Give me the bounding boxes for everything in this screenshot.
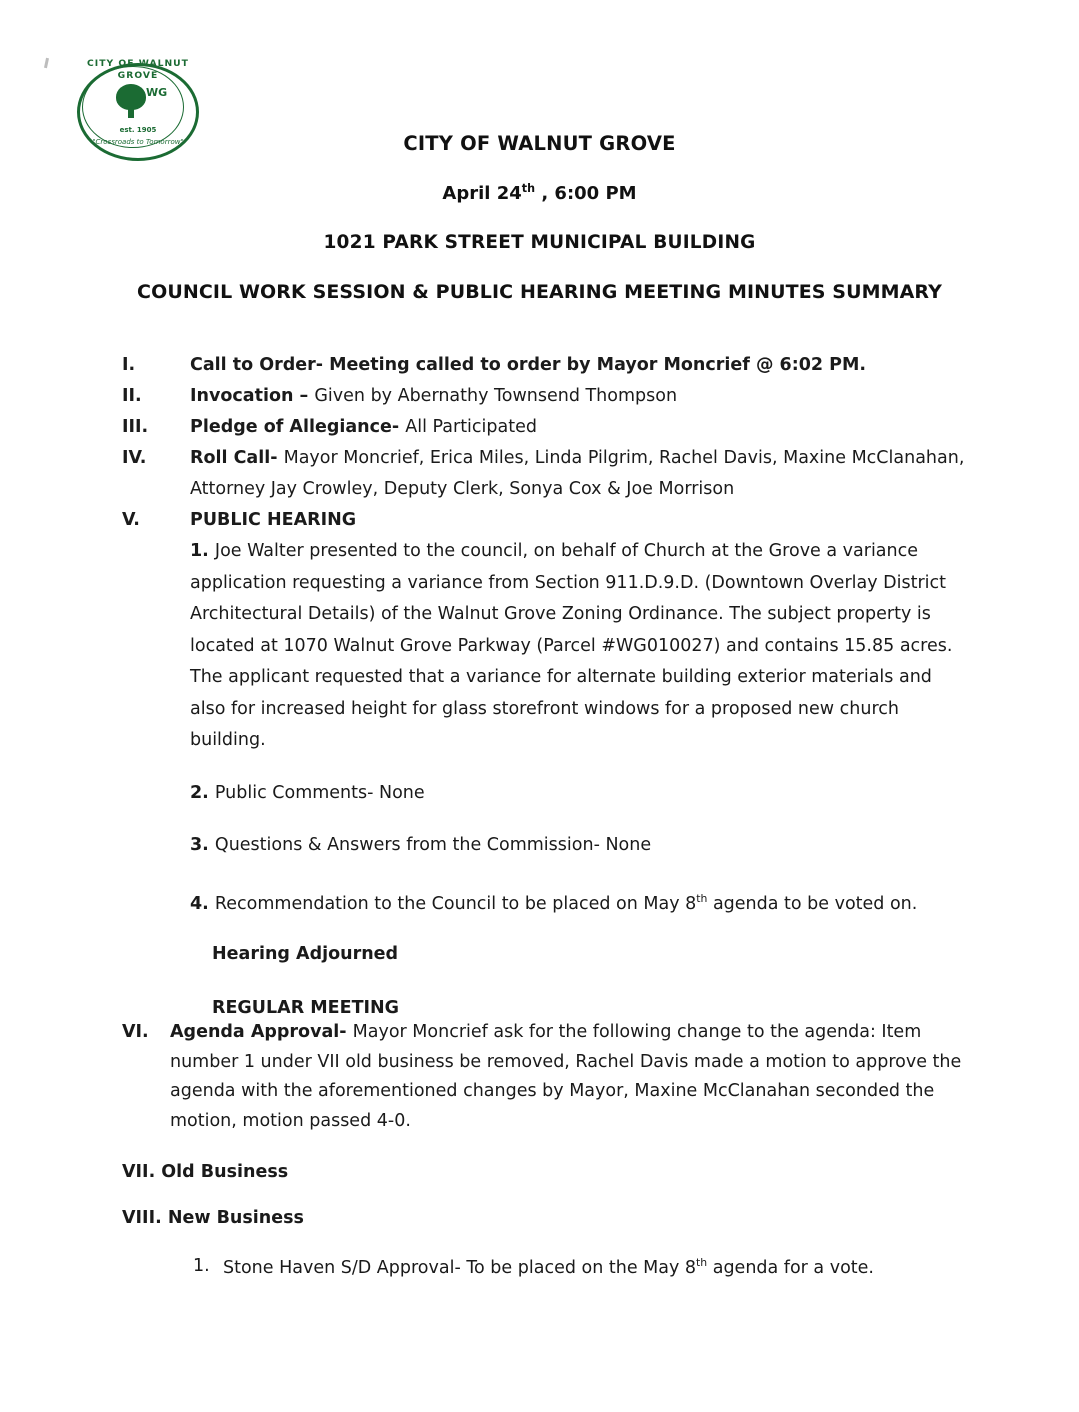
agenda-text (190, 443, 1079, 505)
header-date-suffix: , 6:00 PM (535, 183, 637, 204)
agenda-numeral: V. (122, 510, 140, 530)
regular-meeting-label: REGULAR MEETING (212, 997, 400, 1018)
hearing-item-1-number: 1. (190, 541, 215, 561)
header-date-sup: th (521, 182, 536, 195)
header-date (0, 182, 1079, 204)
agenda-item-vi (0, 1018, 1079, 1136)
hearing-item-3-text: Questions & Answers from the Commission- None (214, 835, 652, 855)
agenda-item-v (0, 505, 1079, 536)
agenda-text (170, 1018, 983, 1136)
hearing-item-2-number: 2. (190, 782, 215, 803)
agenda-text (190, 350, 1079, 381)
tree-icon (116, 84, 146, 118)
agenda-text-bold: Roll Call- (190, 448, 284, 468)
hearing-item-1-text: Joe Walter presented to the council, on behalf of Church at the Grove a variance application requesting a variance from Section 911.D.9.D. (Downtown Overlay District Architectural Details) of the Walnut Grove Zoning Ordinance. The subject property is located at 1070 Walnut Grove Parkway (Parcel #WG010027) and contains 15.85 acres. The applicant requested that a variance for alternate building exterior materials and also for increased height for glass storefront windows for a proposed new church building. (190, 541, 953, 750)
agenda-text-bold: Invocation – (190, 386, 315, 406)
header-address: 1021 PARK STREET MUNICIPAL BUILDING (323, 232, 756, 253)
hearing-item-4-number: 4. (190, 893, 215, 914)
agenda-item-vii: VII. Old Business (122, 1162, 289, 1182)
agenda-numeral: II. (122, 386, 142, 406)
new-business-item-1 (0, 1256, 1079, 1278)
new-business-item-1-text-b: agenda for a vote. (707, 1257, 874, 1278)
seal-established: est. 1905 (119, 126, 157, 134)
hearing-item-2-text: Public Comments- None (214, 782, 425, 803)
agenda-numeral: III. (122, 417, 149, 437)
agenda-item-ii (0, 381, 1079, 412)
new-business-item-1-text (223, 1256, 874, 1278)
seal-initials: WG (146, 86, 168, 99)
header-date-prefix: April 24 (442, 183, 522, 204)
agenda-item-i (0, 350, 1079, 381)
agenda-item-iv (0, 443, 1079, 505)
lower-agenda-section (0, 1018, 1079, 1278)
agenda-text-rest: All Participated (405, 417, 537, 437)
agenda-item-iii (0, 412, 1079, 443)
agenda-text (190, 381, 1079, 412)
seal-motto: "Crossroads to Tomorrow" (92, 138, 184, 146)
agenda-text-bold: Pledge of Allegiance- (190, 417, 406, 437)
hearing-item-3-number: 3. (190, 835, 215, 855)
hearing-item-4-text-b: agenda to be voted on. (707, 893, 918, 914)
hearing-item-2 (190, 778, 969, 810)
agenda-numeral: VI. (122, 1022, 149, 1042)
hearing-item-4-sup: th (696, 891, 708, 905)
new-business-item-1-text-a: Stone Haven S/D Approval- To be placed on the May 8 (223, 1257, 697, 1278)
hearing-item-1 (190, 536, 969, 757)
agenda-text-rest: Mayor Moncrief, Erica Miles, Linda Pilgrim, Rachel Davis, Maxine McClanahan, Attorney Jay Crowley, Deputy Clerk, Sonya Cox & Joe Morrison (190, 448, 965, 499)
hearing-item-3 (190, 830, 969, 862)
stray-pen-mark (44, 58, 49, 68)
agenda-text-rest: Given by Abernathy Townsend Thompson (314, 386, 678, 406)
agenda-list (0, 350, 1079, 1018)
agenda-text-bold: PUBLIC HEARING (190, 510, 357, 530)
new-business-item-1-number: 1. (193, 1256, 210, 1276)
header-title: COUNCIL WORK SESSION & PUBLIC HEARING MEETING MINUTES SUMMARY (137, 281, 942, 303)
header-city: CITY OF WALNUT GROVE (403, 132, 676, 155)
agenda-text-rest: Mayor Moncrief ask for the following change to the agenda: Item number 1 under VII old business be removed, Rachel Davis made a motion to approve the agenda with the aforementioned changes by Mayor, Maxine McClanahan seconded the motion, motion passed 4-0. (170, 1022, 962, 1131)
hearing-item-4 (190, 883, 969, 920)
agenda-text (190, 505, 1079, 536)
new-business-item-1-sup: th (696, 1256, 708, 1269)
agenda-item-viii: VIII. New Business (122, 1208, 304, 1228)
public-hearing-body (190, 536, 969, 920)
agenda-text-bold: Call to Order- Meeting called to order by Mayor Moncrief @ 6:02 PM. (190, 355, 867, 375)
seal-city-name: CITY OF WALNUT GROVE (87, 59, 189, 81)
agenda-numeral: IV. (122, 448, 147, 468)
agenda-text-bold: Agenda Approval- (170, 1022, 353, 1042)
hearing-adjourned-label: Hearing Adjourned (212, 943, 399, 964)
agenda-text (190, 412, 1079, 443)
document-header (0, 132, 1079, 303)
hearing-item-4-text-a: Recommendation to the Council to be placed on May 8 (214, 893, 697, 914)
agenda-numeral: I. (122, 355, 136, 375)
